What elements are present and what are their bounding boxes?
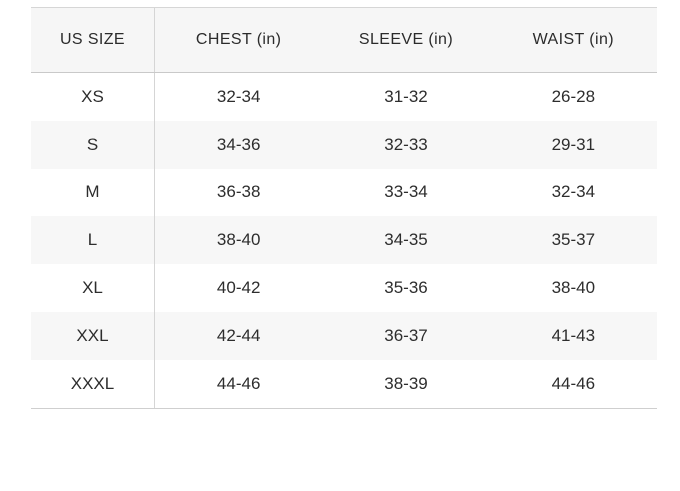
header-sleeve: SLEEVE (in) xyxy=(358,31,454,48)
waist-cell: 26-28 xyxy=(551,86,596,106)
size-chart-header-row xyxy=(31,8,657,73)
table-row-xxl xyxy=(31,312,657,360)
header-waist: WAIST (in) xyxy=(532,31,614,48)
chest-cell: 32-34 xyxy=(216,86,261,106)
header-us-size: US SIZE xyxy=(31,8,155,72)
sleeve-cell: 35-36 xyxy=(384,278,428,298)
waist-cell: 41-43 xyxy=(551,325,596,345)
sleeve-cell: 31-32 xyxy=(384,86,428,106)
waist-cell: 35-37 xyxy=(551,230,596,250)
waist-cell: 32-34 xyxy=(551,182,596,202)
waist-cell: 38-40 xyxy=(551,278,596,298)
chest-cell: 40-42 xyxy=(216,278,261,298)
chest-cell: 44-46 xyxy=(216,373,261,393)
waist-cell: 44-46 xyxy=(551,373,596,393)
sleeve-cell: 32-33 xyxy=(384,134,428,154)
header-chest: CHEST (in) xyxy=(195,31,282,48)
chest-cell: 38-40 xyxy=(216,230,261,250)
size-cell: XL xyxy=(31,264,155,312)
sleeve-cell: 36-37 xyxy=(384,325,428,345)
sleeve-cell: 33-34 xyxy=(384,182,428,202)
table-row-xxxl xyxy=(31,360,657,408)
size-cell: L xyxy=(31,216,155,264)
size-cell: XS xyxy=(31,73,155,121)
chest-cell: 36-38 xyxy=(216,182,261,202)
table-row-xl xyxy=(31,264,657,312)
sleeve-cell: 38-39 xyxy=(384,373,428,393)
chest-cell: 42-44 xyxy=(216,325,261,345)
size-cell: XXL xyxy=(31,312,155,360)
table-row-m xyxy=(31,169,657,217)
waist-cell: 29-31 xyxy=(551,134,596,154)
table-row-l xyxy=(31,216,657,264)
table-row-xs xyxy=(31,73,657,121)
size-cell: S xyxy=(31,121,155,169)
size-cell: XXXL xyxy=(31,360,155,408)
table-row-s xyxy=(31,121,657,169)
sleeve-cell: 34-35 xyxy=(384,230,428,250)
size-chart-table xyxy=(31,7,657,409)
size-cell: M xyxy=(31,169,155,217)
chest-cell: 34-36 xyxy=(216,134,261,154)
